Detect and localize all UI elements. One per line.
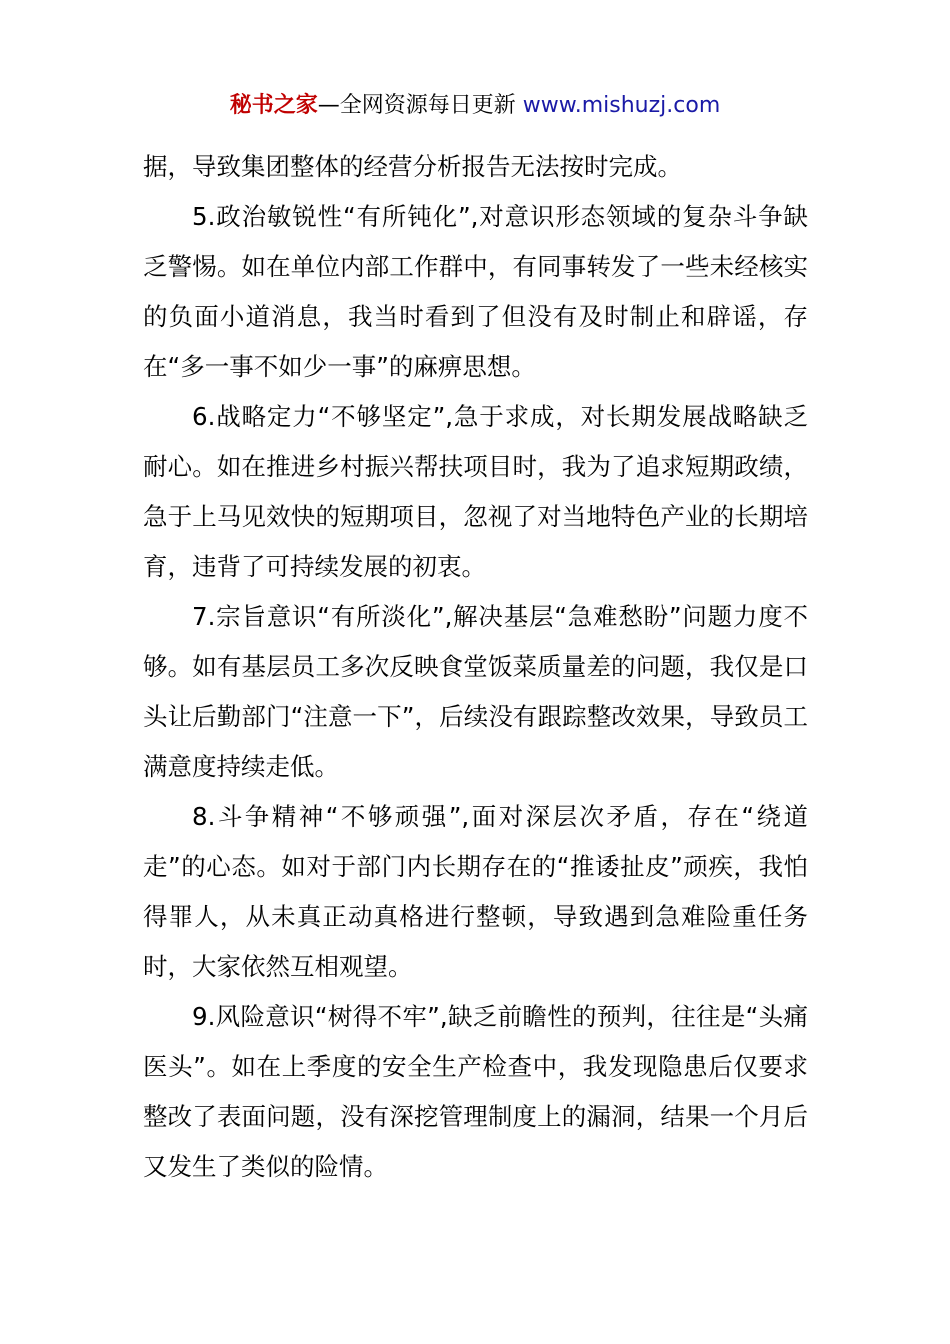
paragraph-item-7: 7.宗旨意识“有所淡化”,解决基层“急难愁盼”问题力度不够。如有基层员工多次反映食堂饭菜质量差的问题，我仅是口头让后勤部门“注意一下”，后续没有跟踪整改效果，导致员工满意度持续走低。 bbox=[143, 602, 808, 781]
paragraph-item-9: 9.风险意识“树得不牢”,缺乏前瞻性的预判，往往是“头痛医头”。如在上季度的安全生产检查中，我发现隐患后仅要求整改了表面问题，没有深挖管理制度上的漏洞，结果一个月后又发生了类似的险情。 bbox=[143, 1002, 808, 1181]
page-header bbox=[0, 88, 950, 124]
paragraph-continuation: 据，导致集团整体的经营分析报告无法按时完成。 bbox=[143, 152, 682, 181]
paragraph-item-5: 5.政治敏锐性“有所钝化”,对意识形态领域的复杂斗争缺乏警惕。如在单位内部工作群中，有同事转发了一些未经核实的负面小道消息，我当时看到了但没有及时制止和辟谣，存在“多一事不如少一事”的麻痹思想。 bbox=[143, 202, 808, 381]
document-body bbox=[143, 142, 808, 1192]
paragraph-item-8: 8.斗争精神“不够顽强”,面对深层次矛盾，存在“绕道走”的心态。如对于部门内长期存在的“推诿扯皮”顽疾，我怕得罪人，从未真正动真格进行整顿，导致遇到急难险重任务时，大家依然互相观望。 bbox=[143, 802, 808, 981]
header-url-link[interactable]: www.mishuzj.com bbox=[522, 93, 721, 118]
header-brand: 秘书之家 bbox=[229, 93, 318, 118]
header-slogan: —全网资源每日更新 bbox=[317, 93, 523, 118]
paragraph-item-6: 6.战略定力“不够坚定”,急于求成，对长期发展战略缺乏耐心。如在推进乡村振兴帮扶项目时，我为了追求短期政绩，急于上马见效快的短期项目，忽视了对当地特色产业的长期培育，违背了可持续发展的初衷。 bbox=[143, 402, 808, 581]
